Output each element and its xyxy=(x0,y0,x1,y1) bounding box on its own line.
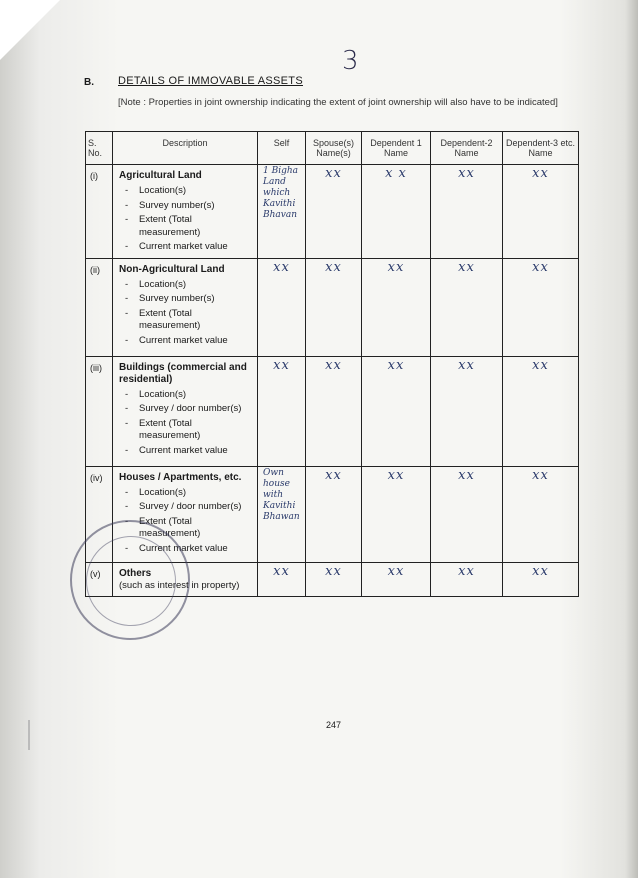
page-number: 247 xyxy=(326,720,342,730)
list-item: - Extent (Total measurement) xyxy=(119,308,253,333)
row-sno: (iii) xyxy=(86,356,113,466)
table-header-row xyxy=(86,132,579,165)
cell-dependent-3: xx xyxy=(503,165,579,259)
table-row xyxy=(86,258,579,356)
table-row xyxy=(86,165,579,259)
header-dependent-1: Dependent 1 Name xyxy=(362,132,431,165)
list-item: - Current market value xyxy=(119,241,253,254)
margin-mark xyxy=(28,720,30,750)
list-item: - Current market value xyxy=(119,445,253,458)
row-description xyxy=(113,356,258,466)
cell-self: xx xyxy=(258,356,306,466)
list-item: - Location(s) xyxy=(119,279,253,292)
cell-dependent-3: xx xyxy=(503,466,579,562)
cell-dependent-2: xx xyxy=(431,356,503,466)
header-dependent-3: Dependent-3 etc. Name xyxy=(503,132,579,165)
cell-dependent-3: xx xyxy=(503,562,579,596)
list-item: - Location(s) xyxy=(119,185,253,198)
cell-dependent-1: xx xyxy=(362,356,431,466)
row-sno: (ii) xyxy=(86,258,113,356)
header-sno: S. No. xyxy=(86,132,113,165)
list-item: - Location(s) xyxy=(119,389,253,402)
row-title: Others xyxy=(119,567,152,579)
row-title: Agricultural Land xyxy=(119,170,202,181)
cell-dependent-1: xx xyxy=(362,466,431,562)
cell-dependent-3: xx xyxy=(503,258,579,356)
cell-dependent-2: xx xyxy=(431,466,503,562)
notary-stamp xyxy=(70,520,190,640)
header-description: Description xyxy=(113,132,258,165)
cell-spouse: xx xyxy=(306,258,362,356)
row-title: Houses / Apartments, etc. xyxy=(119,471,242,483)
header-dependent-2: Dependent-2 Name xyxy=(431,132,503,165)
row-sno: (i) xyxy=(86,165,113,259)
cell-self: Own house with Kavithi Bhawan xyxy=(258,466,306,562)
list-item: - Survey number(s) xyxy=(119,200,253,213)
handwritten-page-marker: 3 xyxy=(342,46,359,76)
row-title: Non-Agricultural Land xyxy=(119,263,225,275)
list-item: - Current market value xyxy=(119,335,253,348)
cell-self: xx xyxy=(258,258,306,356)
row-description xyxy=(113,258,258,356)
cell-spouse: xx xyxy=(306,356,362,466)
cell-dependent-3: xx xyxy=(503,356,579,466)
list-item: - Survey / door number(s) xyxy=(119,501,253,514)
section-letter: B. xyxy=(84,77,94,88)
cell-self: xx xyxy=(258,562,306,596)
cell-spouse: xx xyxy=(306,466,362,562)
row-description xyxy=(113,165,258,259)
row-title: Buildings (commercial and residential) xyxy=(119,361,247,385)
row-subtitle: (such as interest in property) xyxy=(119,579,240,591)
cell-dependent-2: xx xyxy=(431,258,503,356)
cell-dependent-1: xx xyxy=(362,258,431,356)
cell-spouse: xx xyxy=(306,562,362,596)
list-item: - Extent (Total measurement) xyxy=(119,516,253,541)
cell-dependent-2: xx xyxy=(431,562,503,596)
list-item: - Survey / door number(s) xyxy=(119,403,253,416)
cell-dependent-2: xx xyxy=(431,165,503,259)
cell-self: 1 Bigha Land which Kavithi Bhavan xyxy=(258,165,306,259)
list-item: - Extent (Total measurement) xyxy=(119,214,253,239)
section-title: DETAILS OF IMMOVABLE ASSETS xyxy=(118,75,303,87)
list-item: - Survey number(s) xyxy=(119,293,253,306)
cell-dependent-1: xx xyxy=(362,562,431,596)
list-item: - Location(s) xyxy=(119,487,253,500)
cell-spouse: xx xyxy=(306,165,362,259)
list-item: - Current market value xyxy=(119,543,253,556)
section-note: [Note : Properties in joint ownership indicating the extent of joint ownership will also have to be indicated] xyxy=(118,97,558,108)
notary-stamp-inner-ring xyxy=(86,536,176,626)
header-self: Self xyxy=(258,132,306,165)
header-spouse: Spouse(s) Name(s) xyxy=(306,132,362,165)
page-corner-fold xyxy=(0,0,60,60)
row-sno: (v) xyxy=(86,562,113,596)
table-row xyxy=(86,356,579,466)
cell-dependent-1: x x xyxy=(362,165,431,259)
list-item: - Extent (Total measurement) xyxy=(119,418,253,443)
row-sno: (iv) xyxy=(86,466,113,562)
